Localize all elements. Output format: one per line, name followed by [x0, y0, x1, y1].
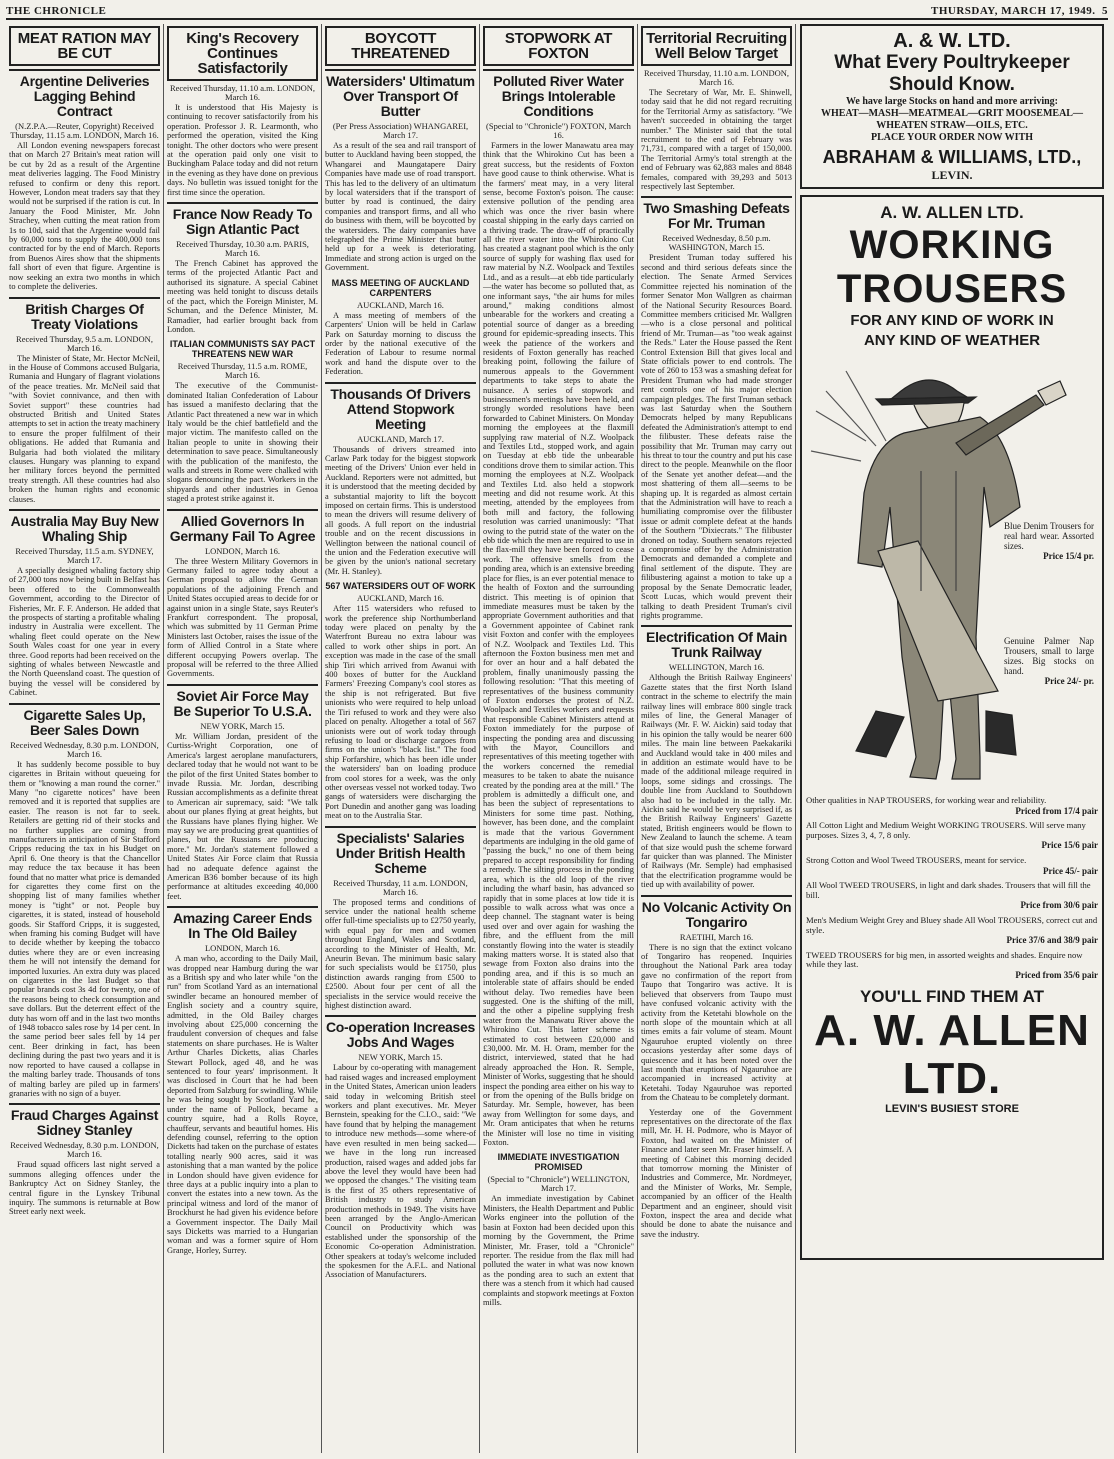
article-dateline: Received Wednesday, 8.30 p.m. LONDON, March 16.: [10, 739, 159, 759]
article-body: The Minister of State, Mr. Hector McNeil, in the House of Commons accused Bulgaria, Rumania and Hungary of flagrant violations of the peace treaties. Mr. McNeil said that "with Soviet connivance, and then with Soviet support" these countries had obstructed British and United States attempts to set in action the treaty machinery to ensure the proper fulfilment of their obligations. He added that Rumania and Bulgaria had both violated the military clauses. Hungary was planning to expand her military forces beyond the permitted treaty strength. All these countries had also broken the human rights and economic clauses.: [9, 353, 160, 504]
column-5: [638, 24, 796, 1453]
article-headline: BOYCOTT THREATENED: [325, 26, 476, 66]
article-headline: Cigarette Sales Up, Beer Sales Down: [9, 703, 160, 738]
article-dateline: Received Thursday, 11 a.m. LONDON, March 16.: [333, 877, 468, 897]
article-dateline: (Special to "Chronicle") FOXTON, March 16.: [486, 121, 631, 140]
column-3: [322, 24, 480, 1453]
article-headline: Thousands Of Drivers Attend Stopwork Meeting: [325, 382, 476, 432]
article-body: The Secretary of War, Mr. E. Shinwell, today said that he did not regard recruiting for the Territorial Army as satisfactory. "We haven't succeeded in obtaining the target number." The Minister said that the total recruitment to the end of February was 71,731, compared with a target of 150,000. The Territorial Army's total strength at the end of February was 62,883 males and 8848 females, compared with 39,293 and 5013 respectively last September.: [641, 88, 792, 192]
masthead-title: THE CHRONICLE: [6, 5, 107, 17]
article: [167, 202, 318, 334]
article: [325, 581, 476, 820]
article-headline: France Now Ready To Sign Atlantic Pact: [167, 202, 318, 237]
article: [325, 1015, 476, 1279]
trousers-item-price: Price 37/6 and 38/9 pair: [1006, 935, 1098, 946]
article-body: The French Cabinet has approved the terms of the projected Atlantic Pact and authorised its signature. A special Cabinet meeting was held tonight to discuss details of the pact, which the Foreign Minister, M. Schuman, and the Defence Minister, M. Ramadier, had earlier brought back from London.: [167, 259, 318, 334]
article: [483, 26, 634, 1147]
article-dateline: (Per Press Association) WHANGAREI, March 17.: [332, 121, 469, 140]
article: [167, 339, 318, 503]
article-headline: King's Recovery Continues Satisfactorily: [167, 26, 318, 81]
article-body: After 115 watersiders who refused to work the preference ship Northumberland today were placed on penalty by the Waterfront Bureau no extra labour was called to work other ships in port. An exception was made in the case of the small ship Tiri which arrived from Awanui with 400 boxes of butter for the Auckland Farmers' Freezing Company's cool stores as the ship is not refrigerated. But five unionists who were required to help unload the Tiri refused to work and they were also placed on penalty. Altogether a total of 567 unionists were out of work today through refusing to load or discharge cargoes from firms on the union's "black list." The food ship Forfarshire, which has been idle under the watersiders' ban on loading produce from cool stores for a week, was the only other overseas vessel not worked today. Two gangs of watersiders were discharging the Port Dunedin and another gang was loading meat on to the Australia Star.: [325, 604, 476, 821]
article-dateline: Received Wednesday, 8.30 p.m. LONDON, March 16.: [10, 1140, 159, 1160]
article-headline: Amazing Career Ends In The Old Bailey: [167, 906, 318, 941]
article-subheadline: Polluted River Water Brings Intolerable Conditions: [483, 69, 634, 119]
article-dateline: Received Thursday, 11.10 a.m. LONDON, March 16.: [169, 83, 316, 102]
article-headline: Co-operation Increases Jobs And Wages: [325, 1015, 476, 1050]
article-headline: British Charges Of Treaty Violations: [9, 297, 160, 332]
article-body: All London evening newspapers forecast that on March 27 Britain's meat ration will be cut by 2d as a result of the Argentine meat deliveries lagging. The Food Ministry refused to confirm or deny this report. However, London meat traders say that they would not be surprised if the ration is cut. In January the Food Minister, Mr. John Strachey, when cutting the meat ration from 1s to 10d, said that the Argentine would fail by 60,000 tons to supply the 400,000 tons contracted for by the end of March. Reports from Buenos Aires show that the shipments fall short of even that figure. Argentine is now seeking an extra two months in which to complete the deliveries.: [9, 141, 160, 292]
article-body: The three Western Military Governors in Germany failed to agree today about a German proposal to allow the German populations of the adjoining French and United States occupied areas to decide for or against union in a single State, says Reuter's Frankfurt correspondent. The proposal, which was submitted by 11 German Prime Ministers last October, raises the issue of the form of Allied Control in a State where different occupying Powers overlap. The proposal will be referred to the three Allied Governments.: [167, 556, 318, 679]
article-headline: ITALIAN COMMUNISTS SAY PACT THREATENS NEW WAR: [169, 339, 316, 360]
article-body: Farmers in the lower Manawatu area may think that the Whirokino Cut has been a great success, but the residents of Foxton have good cause to think otherwise. What is the farmers' meat may, in a very literal sense, become Foxton's poison. The cause: extensive pollution of the pending area which was once the river basin where coastal shipping in the early days carried on a thriving trade. The draw-off of practically all the river water into the Whirokino Cut has created a stagnant pool which is the only source of supply for washing flax used for raw material by N.Z. Woolpack and Textiles Ltd., and as a result—at ebb tide particularly—the water has become so polluted that, as one informant says, "the air hums for miles around," making conditions almost unbearable for the workers and creating a potential source of danger as a breeding ground for epidemic-spreading insects. This week the patience of the workers and residents of Foxton generally has reached breaking point, following the failure of numerous appeals to the Government departments to take steps to abate the nuisance. A series of stopwork and businessmen's meetings have been held, and strongly worded resolutions have been forwarded to Cabinet Ministers. On Monday morning the employees at the flaxmill supplying raw material of N.Z. Woolpack and Textiles Ltd., stopped work, and again on Tuesday at ebb tide the unbearable conditions drove them to similar action. This morning the employees at N.Z. Woolpack and Textiles Ltd. also held a stopwork meeting and did not resume work. At this meeting, attended by the employees from both mill and factory, the following resolution was carried unanimously: "That owing to the putrid state of the water on the ebb tide which the men are required to use in the flax-mill they have been forced to cease work. The offensive smells from the ponding area, which is an extensive breeding place for flies, is an ever potential menace to the health of Foxton and the surrounding district. This meeting is of opinion that immediate measures must be taken by the appropriate Government authorities and that a Government appointee of Cabinet rank visit Foxton and confer with the employees of N.Z. Woolpack and Textiles Ltd. This afternoon the Foxton business men met and for over an hour and a half debated the problem, finally unanimously passing the following resolution: "That this meeting of representatives of the business community of Foxton endorses the protest of N.Z. Woolpack and Textiles workers and requests that responsible Cabinet Ministers attend at Foxton immediately for the purpose of inspecting the ponding area and discussing with the Mayor, Councillors and representatives of this meeting together with the workers concerned the remedial measures to be taken to abate the nuisance created by the ponding area at the mill." The problem is admittedly a difficult one, and has been the subject of representations to Ministers for some time past. Nothing, however, has been done, and the complaint is made that the various Government departments are indulging in the old game of "passing the buck," no one of them being prepared to accept responsibility for finding a remedy. The silting process in the ponding area, which is the old loop of the river including the wharf basin, has advanced so rapidly that in some places at low tide it is possible to walk across what was once a deep channel. The stagnant water is being used over and over again for washing the fibre, and the effluent from the mill constantly flowing into the water is steadily making matters worse. It is stated also that sewage from Foxton also drains into the ponding area, and if this is so much an intolerable state of affairs should be ended without delay. Two remedies have been suggested. One is the shifting of the mill, and the other a pipeline supplying fresh water from the Manawatu River above the Whirokino Cut. This latter scheme is estimated to cost between £20,000 and £30,000. Mr. M. H. Oram, member for the district, interviewed, stated that he had already approached the Hon. R. Semple, Minister of Works, suggesting that he should inspect the ponding area either on his way to or from the opening of the Bulls bridge on Saturday. Mr. Semple, however, has been away from Wellington for some days, and Mr. Oram anticipates that when he returns the Minister will lose no time in visiting Foxton.: [483, 141, 634, 1148]
article-headline: IMMEDIATE INVESTIGATION PROMISED: [497, 1152, 620, 1173]
article-body: The executive of the Communist-dominated Italian Confederation of Labour has issued a manifesto declaring that the Atlantic Pact threatened a new war in which Italy would be the chief battlefield and the major victim. The manifesto called on the Italian people to unite in showing their determination to save peace. Simultaneously with the publication of the manifesto, the walls and streets in Rome were chalked with slogans denouncing the pact. Workers in the shipyards and other industries in Genoa staged a protest strike against it.: [167, 381, 318, 504]
trousers-item-price: Price 15/6 pair: [1041, 840, 1098, 851]
article-headline: STOPWORK AT FOXTON: [483, 26, 634, 66]
denim-trousers-price: Price 15/4 pr.: [1043, 551, 1094, 561]
article: [641, 625, 792, 889]
article-body: As a result of the sea and rail transport of butter to Auckland having been stopped, the Whangarei and Maungatapere Dairy Companies have made use of road transport. This has led to the delivery of an ultimatum by local watersiders that if the transport of butter by road is continued, the dairy companies and transport firms, and all who do business with them, will be boycotted by the watersiders. The dairy companies have telegraphed the Prime Minister that butter held up for a week is deteriorating. Immediate and strong action is urged on the Government.: [325, 141, 476, 273]
article-body: President Truman today suffered his second and third serious defeats since the election. The Senate Armed Services Committee rejected his nomination of the former Senator Mon Wallgren as chairman of the National Security Resources Board. Committee members criticised Mr. Wallgren—who is a close personal and political friend of Mr. Truman—as "too weak against the Reds." Later the House passed the Rent Control Extension Bill that gives local and State officials power to end controls. The vote of 260 to 153 was a smashing defeat for President Truman who had made stronger rent controls one of his major election campaign pledges. The first Truman setback was last Saturday when the Southern Democrats helped by many Republicans defeated the Administration's attempt to end the filibuster. These defeats raise the possibility that Mr. Truman may carry out his threat to tour the country and put his case direct to the people. Meanwhile on the floor of the Senate yet another defeat—and the most shattering of them all—seems to be shaping up. It is regarded as almost certain that the Administration will have to reach a humiliating compromise over the filibuster issue or admit complete defeat at the hands of the Southern "Dixiecrats." The filibuster droned on today. Southern senators rejected a compromise offer by the Administration Democrats and demanded a complete and final settlement of the dispute. They are filibustering against a motion to take up a proposal by the Senate Democratic leader, Scott Lucas, which would prevent their talking to death President Truman's civil rights programme.: [641, 253, 792, 620]
article: [9, 1103, 160, 1216]
article-dateline: (N.Z.P.A.—Reuter, Copyright) Received Thursday, 11.15 a.m. LONDON, March 16.: [10, 121, 159, 140]
article: [641, 895, 792, 1103]
article-headline: MASS MEETING OF AUCKLAND CARPENTERS: [331, 277, 470, 298]
advert-headline: What Every Poultrykeeper Should Know.: [834, 52, 1070, 95]
advert-products: WHEAT—MASH—MEATMEAL—GRIT MOOSEMEAL—WHEATEN STRAW—OILS, ETC.: [821, 108, 1083, 131]
advert-order-line: PLACE YOUR ORDER NOW WITH: [870, 132, 1034, 143]
trousers-price-item: [806, 916, 1098, 946]
trousers-advert-trousers: TROUSERS: [836, 267, 1068, 311]
article: [167, 906, 318, 1255]
article: [483, 1152, 634, 1307]
article-body: A mass meeting of members of the Carpenters' Union will be held in Carlaw Park on Saturday morning to discuss the order by the national executive of the Federation of Labour to resume normal work and hand the dispute over to the Federation.: [325, 310, 476, 377]
trousers-advert-tagline-1: FOR ANY KIND OF WORK IN: [850, 312, 1054, 329]
trousers-item-price: Price from 30/6 pair: [1020, 900, 1098, 911]
advertisement-column: [796, 24, 1108, 1453]
article-dateline: Received Thursday, 11.10 a.m. LONDON, March 16.: [643, 68, 790, 87]
article-body: Labour by co-operating with management had raised wages and increased employment in the United States, American union leaders said today in welcoming British steel workers and plant executives. Mr. Meyer Bernstein, speaking for the C.I.O., said: "We have found that by helping the management to introduce new methods—some where-of have even resulted in men being sacked—we have in the long run increased production, raised wages and added jobs far above the level they would have been had we opposed the changes." The visiting team is the first of 35 others representative of British industry to study American production methods in 1949. The visits have been arranged by the Anglo-American Council on Productivity which was established under the sponsorship of the Economic Co-operation Administration. Other speakers at today's welcome included the spokesmen for the A.F.L. and National Association of Manufacturers.: [325, 1063, 476, 1280]
article: [325, 26, 476, 273]
masthead-date: THURSDAY, MARCH 17, 1949. 5: [931, 5, 1108, 17]
trousers-price-item: [806, 796, 1098, 816]
article: [9, 297, 160, 505]
advert-town: LEVIN.: [931, 168, 973, 182]
article: [9, 703, 160, 1099]
article-body: It is understood that His Majesty is continuing to recover satisfactorily from his operation. Professor J. R. Learmonth, who performed the operation, visited the King tonight. The other doctors who were present at the operation paid only one visit to Buckingham Palace today and did not return in the evening as they have done on previous days. No bulletin was issued tonight for the first time since the operation.: [167, 103, 318, 197]
nap-trousers-price: Price 24/- pr.: [1044, 676, 1094, 686]
trousers-price-item: [806, 821, 1098, 851]
masthead: [6, 4, 1108, 20]
article: [325, 826, 476, 1011]
trousers-price-item: [806, 856, 1098, 876]
article-dateline: RAETIHI, March 16.: [679, 931, 754, 942]
article-body: Fraud squad officers last night served a summons alleging offences under the Bankruptcy Act on Sidney Stanley, the central figure in the Lynskey Tribunal inquiry. The summons is returnable at Bow Street early next week.: [9, 1160, 160, 1217]
article-body: Although the British Railway Engineers' Gazette states that the first North Island contract in the scheme to electrify the main railway lines will embrace 800 single track miles of line, the General Manager of Railways (Mr. F. W. Aickin) said today that in his opinion the tally would be nearer 600 miles. The main line between Paekakariki and Auckland would take in 400 miles and in addition an estimate would have to be made of the additional mileage required in loops, some sidings and crossings. The double line from Auckland to Southdown also had to be included in the tally. Mr. Aickin said he would be very surprised if, as the British Railway Engineers' Gazette stated, British engineers would be flown to New Zealand to launch the scheme. A team of that size would push the scheme forward far quicker than was planned. The Minister of Railways (Mr. Semple) had emphasised that the electrification programme would be tied up with availability of power.: [641, 673, 792, 890]
advert-stock-line: We have large Stocks on hand and more arriving:: [845, 96, 1059, 107]
article: [9, 26, 160, 292]
article-body: An immediate investigation by Cabinet Ministers, the Health Department and Public Works engineer into the pollution of the basin at Foxton had been decided upon this morning by the Government, the Prime Minister, Mr. Fraser, told a "Chronicle" reporter. The residue from the flax mill had polluted the water in what was now known as the ponding area to such an extent that there was a stench from it which had caused complaints and stopwork meetings at Foxton mills.: [483, 1194, 634, 1307]
article-subheadline: Argentine Deliveries Lagging Behind Contract: [9, 69, 160, 119]
article-dateline: LONDON, March 16.: [204, 943, 281, 954]
article-dateline: LONDON, March 16.: [204, 545, 281, 556]
article-dateline: Received Wednesday, 8.50 p.m. WASHINGTON, March 15.: [662, 233, 771, 253]
article-headline: Australia May Buy New Whaling Ship: [9, 509, 160, 544]
article: [641, 196, 792, 620]
trousers-price-item: [806, 951, 1098, 981]
article: [167, 684, 318, 901]
trousers-advert: [800, 195, 1104, 1260]
article-dateline: AUCKLAND, March 16.: [357, 299, 444, 310]
columns: [6, 24, 1108, 1453]
trousers-advert-cta: YOU'LL FIND THEM AT: [859, 986, 1045, 1006]
article-headline: Electrification Of Main Trunk Railway: [641, 625, 792, 660]
article-dateline: Received Thursday, 9.5 a.m. LONDON, March 16.: [16, 333, 153, 353]
article-headline: 567 WATERSIDERS OUT OF WORK: [325, 581, 476, 592]
workman-illustration: [806, 351, 1098, 791]
article: [641, 1108, 792, 1240]
nap-trousers-blurb: Genuine Palmer Nap Trousers, small to large sizes. Big stocks on hand. Price 24/- pr.: [1004, 636, 1094, 686]
article-dateline: (Special to "Chronicle") WELLINGTON, March 17.: [487, 1174, 630, 1194]
article-body: Yesterday one of the Government representatives on the directorate of the flax mill, Mr. H. H. Podmore, who is Mayor of Foxton, had waited on the Minister of Finance and later seen Mr. Fraser himself. A meeting of Cabinet this morning decided that tomorrow morning the Minister of Industries and Commerce, Mr. Nordmeyer, and the Minister of Works, Mr. Semple, accompanied by an officer of the Health Department and an engineer, should visit Foxton, inspect the area and decide what should be done to abate the nuisance and save the industry.: [641, 1107, 792, 1239]
article: [641, 26, 792, 191]
article: [325, 278, 476, 377]
article-dateline: Received Thursday, 11.5 a.m. SYDNEY, March 17.: [15, 546, 154, 565]
trousers-item-price: Priced from 17/4 pair: [1015, 805, 1098, 816]
trousers-advert-working: WORKING: [849, 223, 1055, 267]
article-body: It has suddenly become possible to buy cigarettes in Britain without queueing for them or "knowing a man round the corner." Many "no cigarette notices" have been removed and it is reported that supplies are easier. The reason is not far to seek. Retailers are getting rid of their stocks and no further supplies are coming from manufacturers in anticipation of Sir Stafford Cripps reducing the tax in his Budget on April 6. One theory is that the Chancellor may reduce the tax because it has been found that no matter what price is demanded for cigarettes they come first on the shopping list of many families whether money is "tight" or not. People buy cigarettes, it is stated, instead of household goods. Sir Stafford Cripps, it is suggested, when framing his coming Budget will have to decide whether by keeping the tobacco duties where they are or even increasing them he will not intensify the demand for imported luxuries. An extra duty was placed on cigarettes in the last Budget so that popular brands cost 3s 4d for twenty, one of the reasons being to check consumption and save dollars. But the deterrent effect of the duty has worn off and in the last two months of 1948 tobacco sales rose by 14 per cent. In the same period beer sales fell by 14 per cent. Beer drinking in fact, has been declining during the past two years and it is now reported to have caused a collapse in the malting barley trade. Thousands of tons of malting barley are piled up in farmers' granaries with no sign of a buyer.: [9, 759, 160, 1098]
trousers-advert-store-big: A. W. ALLEN LTD.: [814, 1005, 1090, 1103]
article: [9, 509, 160, 698]
workman-drawing: [806, 351, 1106, 791]
advert-company: A. & W. LTD.: [893, 30, 1011, 52]
article-headline: MEAT RATION MAY BE CUT: [9, 26, 160, 66]
article-dateline: AUCKLAND, March 16.: [357, 593, 444, 604]
denim-trousers-blurb: Blue Denim Trousers for real hard wear. Assorted sizes. Price 15/4 pr.: [1004, 521, 1094, 561]
column-2: [164, 24, 322, 1453]
trousers-price-list: [806, 796, 1098, 981]
article-dateline: AUCKLAND, March 17.: [357, 433, 444, 444]
trousers-advert-slogan: LEVIN'S BUSIEST STORE: [885, 1102, 1019, 1115]
column-1: [6, 24, 164, 1453]
trousers-item-description: Other qualities in NAP TROUSERS, for working wear and reliability.: [806, 795, 1047, 805]
article-body: The proposed terms and conditions of service under the national health scheme offer full-time specialists up to £2750 yearly, with equal pay for men and women throughout England, Wales and Scotland, according to the Minister of Health, Mr. Aneurin Bevan. The minimum basic salary for such specialists would be £1750, plus distinction awards ranging from £500 to £2500. About four per cent of all the specialists in the service would receive the highest distinction award.: [325, 897, 476, 1011]
advert-firm: ABRAHAM & WILLIAMS, LTD.,: [822, 147, 1082, 167]
poultry-advert: [800, 24, 1104, 189]
article-body: A specially designed whaling factory ship of 27,000 tons now being built in Belfast has been offered to the Commonwealth Government, according to the Director of Fisheries, Mr. F. F. Anderson. He added that the prospects of starting a profitable whaling industry in Australia were excellent. The whaling fleet could operate on the New South Wales coast for one year in every three. Good reports had been received on the sighting of whales between Newcastle and the North Queensland coast. The question of buying the vessel will be considered by Cabinet.: [9, 566, 160, 698]
trousers-item-price: Priced from 35/6 pair: [1015, 969, 1098, 980]
article-dateline: NEW YORK, March 15.: [200, 720, 285, 731]
column-4: [480, 24, 638, 1453]
article-dateline: Received Thursday, 10.30 a.m. PARIS, March 16.: [176, 239, 309, 259]
article-headline: Territorial Recruiting Well Below Target: [641, 26, 792, 66]
trousers-item-price: Price 45/- pair: [1043, 865, 1098, 876]
article-headline: Soviet Air Force May Be Superior To U.S.A.: [167, 684, 318, 719]
trousers-item-description: Men's Medium Weight Grey and Bluey shade All Wool TROUSERS, correct cut and style.: [806, 914, 1098, 935]
article-body: Mr. William Jordan, president of the Curtiss-Wright Corporation, one of America's largest aeroplane manufacturers, declared today that he would not want to be the pilot of the first United States bomber to invade Russia. Mr. Jordan, describing Russian accomplishments as a definite threat to American air supremacy, said: "We talk about our planes flying at great heights, but the Russians have planes flying higher. We may say we are producing great quantities of planes, but the Russians are producing more." Mr. Jordan's statement followed a United States Air Force claim that Russia had no adequate defence against the American B36 bomber because of its high performance at altitudes exceeding 40,000 feet.: [167, 731, 318, 901]
article: [167, 26, 318, 197]
article-headline: No Volcanic Activity On Tongariro: [641, 895, 792, 930]
trousers-item-description: Strong Cotton and Wool Tweed TROUSERS, meant for service.: [806, 854, 1027, 865]
article-headline: Specialists' Salaries Under British Health Scheme: [325, 826, 476, 876]
article-body: Thousands of drivers streamed into Carlaw Park today for the biggest stopwork meeting of the Drivers' Union ever held in Auckland. Reporters were not admitted, but it is understood that the meeting decided by a substantial majority to lift the boycott imposed on certain firms. This is understood to mean the drivers will resume delivery of all goods. A full report on the industrial trouble and on the recent discussions in Wellington between the national council of the union and the Federation executive will be given by the union's national secretary (Mr. H. Stanley).: [325, 444, 476, 576]
trousers-advert-store: A. W. ALLEN LTD.: [880, 203, 1024, 222]
article-dateline: NEW YORK, March 15.: [358, 1052, 443, 1063]
article-subheadline: Watersiders' Ultimatum Over Transport Of Butter: [325, 69, 476, 119]
article-body: A man who, according to the Daily Mail, was dropped near Hamburg during the war as a British spy and who later while "on the run" from Scotland Yard as an international swindler became an honoured member of English society and a country squire, admitted, in the Old Bailey charges involving about £25,000 concerning the fraudulent conversion of cheques and false statements on share purchases. He is Walter Arthur Charles Dicketts, alias Charles Stewart Pollock, aged 48, and he was sentenced to four years' imprisonment. It was disclosed in Court that he had been deported from Salzburg for swindling. While he was being sought by Scotland Yard he, under the name of Pollock, became a country squire, had a Rolls Royce, chauffeur, servants and beautiful homes. His defending counsel, referring to the option Dicketts had taken on the purchase of estates totalling nearly 900 acres, said it was astonishing that a man wanted by the police in London should have given evidence for three days at a public inquiry into a plan to convert the estates into a new town. As the principal witness and lord of the manor of Brockhurst he had given his evidence before a Government inspector. The Daily Mail says Dicketts was married to a Hungarian woman and was a former squire of Horn Grange, Horley, Surrey.: [167, 954, 318, 1255]
trousers-item-description: All Cotton Light and Medium Weight WORKING TROUSERS. Will serve many purposes. Sizes 3, 4, 7, 8 only.: [806, 820, 1086, 840]
article: [167, 509, 318, 679]
article-body: There is no sign that the extinct volcano of Tongariro has reopened. Inquiries throughout the National Park area today gave no confirmation of the report from Taupo that Tongariro was active. It is believed that observers from Taupo must have confused volcanic activity with the activity from the Ketetahi blowhole on the north slope of the mountain which at all times emits a fair volume of steam. Mount Ngauruhoe erupted violently on three occasions yesterday after some days of quiescence and it has been noted over the last month that eruptions of Ngauruhoe are accompanied in increased activity at Ketetahi. Today Ngauruhoe was reported from the Chateau to be completely dormant.: [641, 942, 792, 1103]
article-headline: Fraud Charges Against Sidney Stanley: [9, 1103, 160, 1138]
trousers-item-description: All Wool TWEED TROUSERS, in light and dark shades. Trousers that will fill the bill.: [806, 880, 1091, 900]
article-headline: Two Smashing Defeats For Mr. Truman: [641, 196, 792, 231]
article-dateline: WELLINGTON, March 16.: [668, 662, 765, 673]
article: [325, 382, 476, 577]
article-headline: Allied Governors In Germany Fail To Agree: [167, 509, 318, 544]
trousers-price-item: [806, 881, 1098, 911]
trousers-advert-tagline-2: ANY KIND OF WEATHER: [863, 332, 1041, 349]
trousers-item-description: TWEED TROUSERS for big men, in assorted weights and shades. Enquire now while they last.: [806, 949, 1083, 970]
article-dateline: Received Thursday, 11.5 a.m. ROME, March 16.: [177, 361, 308, 381]
